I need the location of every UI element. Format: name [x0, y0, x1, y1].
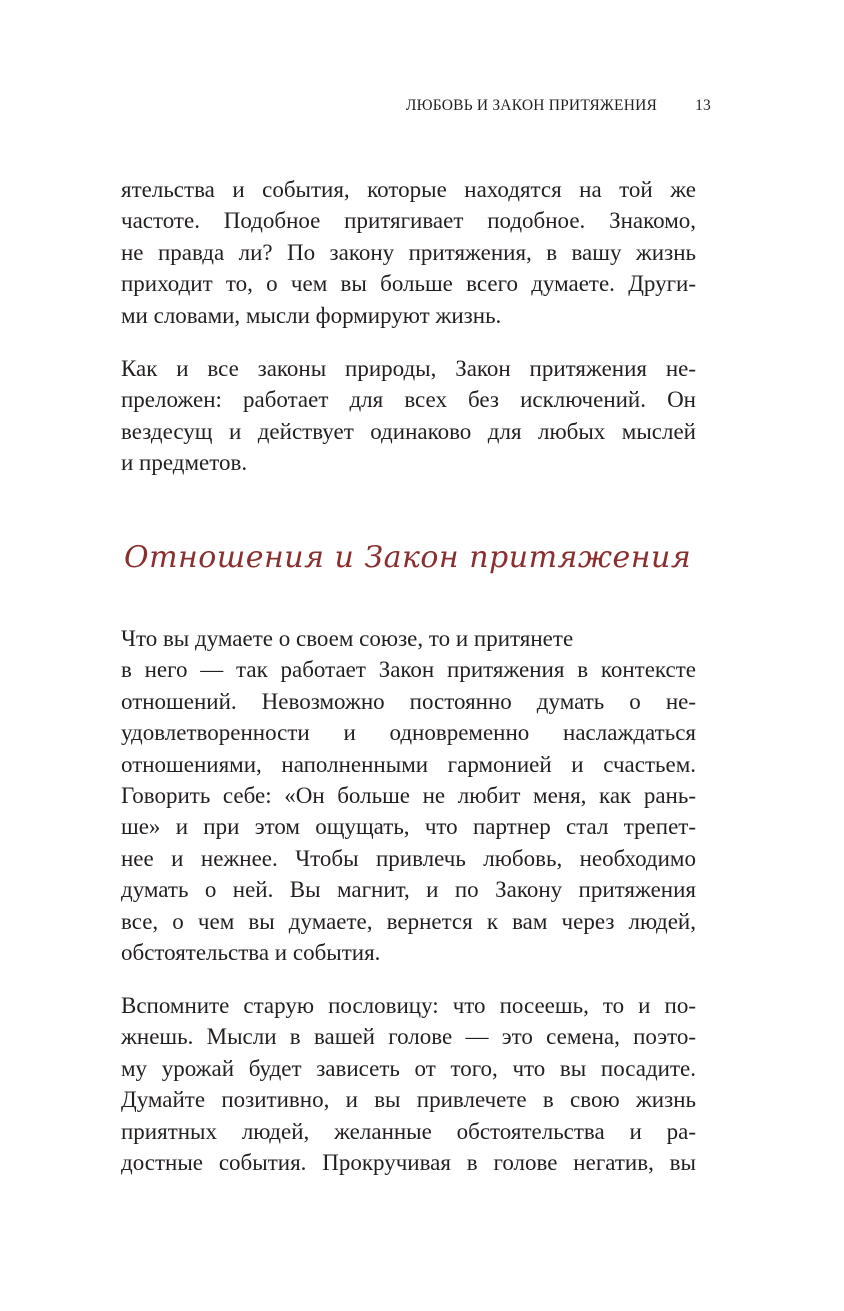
- text-line: вездесущ и действует одинаково для любых мыслей: [121, 418, 696, 444]
- text-line: отношениями, наполненными гармонией и счастьем.: [121, 751, 696, 777]
- text-line: ми словами, мысли формируют жизнь.: [121, 302, 502, 328]
- text-line: все, о чем вы думаете, вернется к вам через людей,: [121, 908, 696, 934]
- text-line: Как и все законы природы, Закон притяжения не-: [121, 356, 696, 381]
- text-line: Что вы думаете о своем союзе, то и притянете: [121, 626, 574, 651]
- text-line: Вспомните старую пословицу: что посеешь, то и по-: [121, 993, 696, 1018]
- text-line: преложен: работает для всех без исключений. Он: [121, 387, 696, 413]
- text-line: обстоятельства и события.: [121, 940, 381, 966]
- text-line: приходит то, о чем вы больше всего думаете. Други-: [121, 271, 696, 297]
- section-heading: Отношения и Закон притяжения: [124, 540, 692, 575]
- text-line: думать о ней. Вы магнит, и по Закону притяжения: [121, 877, 696, 903]
- text-line: Говорить себе: «Он больше не любит меня, как рань-: [121, 783, 696, 809]
- text-line: жнешь. Мысли в вашей голове — это семена, поэто-: [121, 1024, 696, 1050]
- text-line: ше» и при этом ощущать, что партнер стал трепет-: [121, 814, 696, 840]
- text-line: му урожай будет зависеть от того, что вы посадите.: [121, 1055, 696, 1081]
- text-line: ятельства и события, которые находятся на той же: [121, 177, 696, 202]
- text-line: Думайте позитивно, и вы привлечете в свою жизнь: [121, 1087, 696, 1113]
- text-line: нее и нежнее. Чтобы привлечь любовь, необходимо: [121, 845, 696, 871]
- text-line: достные события. Прокручивая в голове негатив, вы: [121, 1150, 696, 1176]
- text-line: частоте. Подобное притягивает подобное. Знакомо,: [121, 208, 696, 234]
- running-header: [406, 97, 711, 115]
- text-line: и предметов.: [121, 450, 248, 476]
- paragraph-4: [121, 990, 696, 1178]
- text-line: удовлетворенности и одновременно наслаждаться: [121, 720, 696, 746]
- paragraph-1: [121, 174, 696, 331]
- running-title: ЛЮБОВЬ И ЗАКОН ПРИТЯЖЕНИЯ: [405, 97, 658, 114]
- paragraph-2: [121, 353, 696, 479]
- page-number: 13: [695, 97, 711, 114]
- text-line: в него — так работает Закон притяжения в контексте: [121, 657, 696, 683]
- text-line: отношений. Невозможно постоянно думать о не-: [121, 688, 696, 714]
- paragraph-3: [121, 623, 696, 968]
- text-line: не правда ли? По закону притяжения, в вашу жизнь: [121, 239, 696, 265]
- text-line: приятных людей, желанные обстоятельства и ра-: [121, 1118, 696, 1144]
